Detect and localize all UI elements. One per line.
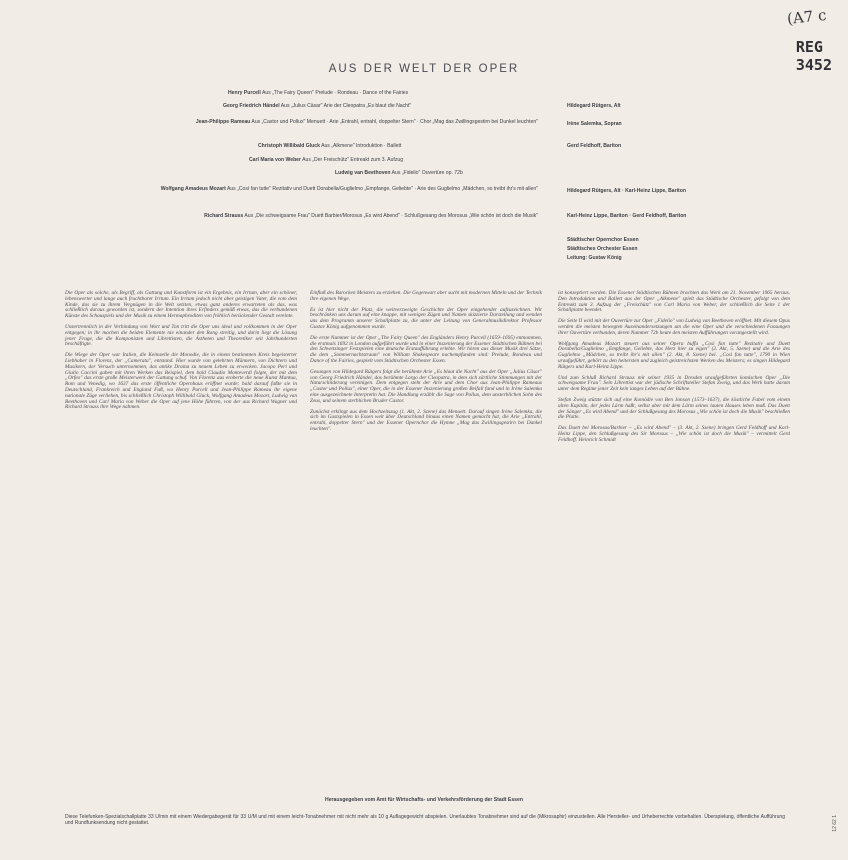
publisher-line: Herausgegeben vom Amt für Wirtschafts- und Verkehrsförderung der Stadt Essen xyxy=(325,797,523,803)
program-work: Aus „Julius Cäsar" Arie der Cleopatra „Es blaut die Nacht" xyxy=(280,103,412,109)
program-composer: Georg Friedrich Händel xyxy=(223,103,280,109)
program-composer: Richard Strauss xyxy=(204,213,244,219)
playback-note: Diese Telefunken-Spezialschallplatte 33 U/min mit einem Wiedergabegerät für 33 U/M und mit einem leicht-Tonabnehmer mit nicht mehr als 10 g Auflagegewicht abspielen. Unerlaubtes Tonabnehmer sind auf die (Mikrosaphir) einzustellen. Alle Hersteller- und Urheberrechte vorbehalten. Überspielung, öffentliche Aufführung und Rundfunksendung nicht gestattet. xyxy=(65,814,785,826)
program-composer: Jean-Philippe Rameau xyxy=(195,119,251,125)
program-work: Aus „Così fan tutte" Rezitativ und Duett Dorabella/Guglielmo „Empfange, Geliebte" · Arie des Guglielmo „Mädchen, so treibt ihr's mit allen" xyxy=(226,186,538,192)
ensemble-orchestra: Städtisches Orchester Essen xyxy=(567,246,638,252)
program-item xyxy=(82,186,538,192)
program-item xyxy=(118,213,538,219)
paragraph: Unzertrennlich in der Verbindung von Wort und Ton tritt die Oper uns ideal und vollkommen in der Oper entgegen; in ihr machen die beiden Elemente nie einander den Rang streitig, und darin liegt die Lösung jener Frage, die die Komponisten und Librettisten, die Ästheten und Theoretiker seit Jahrhunderten beschäftigte. xyxy=(65,323,297,348)
program-composer: Ludwig van Beethoven xyxy=(335,170,391,176)
paragraph: Einfluß des Barocken Meisters zu erziehen. Die Gegenwart aber sucht mit modernen Mitteln und der Technik ihre eigenen Wege. xyxy=(310,290,542,302)
paragraph: Stefan Zweig stützte sich auf eine Komödie von Ben Jonson (1573–1637), die köstliche Fabel vom einem alten Kapitän, der jedes Lärm haßt, selbst aber mit dem Lärm seines lauten Hauses leben muß. Das Duett der Sänger „Es wird Abend" und der Schlußgesang des Morosus „Wie schön ist doch die Musik" beschließen die Platte. xyxy=(558,396,790,421)
program-composer: Christoph Willibald Gluck xyxy=(258,143,320,149)
program-work: Aus „Fidelio" Ouvertüre op. 72b xyxy=(391,170,463,176)
side-code: 12 62 1 xyxy=(832,815,838,832)
program-performer: Karl-Heinz Lippe, Bariton · Gerd Feldhoff, Bariton xyxy=(567,213,687,219)
paragraph: Die Wiege der Oper war Italien, die Keimzelle die Monodie, die in einem bestimmten Kreis begeisterter Liebhaber in Florenz, der „Camerata", entstand. Hier wurde von gelehrten Männern, von Dichtern und Musikern, der Versuch unternommen, das antike Drama zu neuem Leben zu erwecken. Jacopo Peri und Giulio Caccini gaben mit ihren Werken das Beispiel, dem bald Claudio Monteverdi folgte, der mit dem „Orfeo" das erste große Meisterwerk der Gattung schuf. Von Florenz aus eroberte die neue Kunst Mantua, Rom und Venedig, wo 1637 das erste öffentliche Opernhaus eröffnet wurde; bald darauf faßte sie in Deutschland, Frankreich und England Fuß, wo Henry Purcell und Jean-Philippe Rameau ihr eigene nationale Züge verliehen, bis schließlich Christoph Willibald Gluck, Wolfgang Amadeus Mozart, Ludwig van Beethoven und Carl Maria von Weber die Oper auf jene Höhe führten, von der aus Richard Wagner und Richard Strauss ihre Wege nahmen. xyxy=(65,352,297,411)
program-performer: Gerd Feldhoff, Bariton xyxy=(567,143,622,149)
paragraph: Die erste Nummer ist der Oper „The Fairy Queen" des Engländers Henry Purcell (1659–1695) entnommen, die erstmals 1692 in London aufgeführt wurde und in einer Inszenierung der Essener Städtischen Bühnen bei den Schwetzinger Festspielen eine deutsche Erstaufführung erlebte. Wir hören aus dieser Musik drei Sätze, die dem „Sommernachtstraum" von William Shakespeare nachempfunden sind: Prelude, Rondeau und Dance of the Fairies, gespielt vom Städtischen Orchester Essen. xyxy=(310,334,542,364)
paragraph: Das Duett bei Morosus/Barbier – „Es wird Abend" – (3. Akt, 2. Szene) bringen Gerd Feldhoff und Karl-Heinz Lippe, den Schlußgesang des Sir Morosus – „Wie schön ist doch die Musik" – vermittelt Gerd Feldhoff. Heinrich Schmidt xyxy=(558,425,790,443)
program-work: Aus „Castor und Pollux" Menuett · Arie „Entrahl, entrahl, doppelter Stern" · Chor „Mag das Zwillingsgestirn bei Dunkel leuchten" xyxy=(251,119,538,125)
liner-notes-column-1 xyxy=(65,291,297,416)
paragraph: Die Oper als solche, als Begriff, als Gattung und Kunstform ist ein Ergebnis, ein Irrtum, aber ein schöner, lebenswerter und lange auch fruchtbarer Irrtum. Ein Irrtum jedoch nicht aber geistigen Vater, die vom dem Kinde, das sie zu ihrem Vergnügen in die Welt setzten, etwas ganz anderes erwarteten als das, was schließlich daraus geworden ist, sondern der Intention ihres Erfinders gemäß etwas, das die verbundenen Künste des Schauspiels und der Musik zu einem Hermaphroditen von fröhlich berückender Gestalt vereinte. xyxy=(65,290,297,320)
program-work: Aus „The Fairy Queen" Prelude · Rondeau · Dance of the Fairies xyxy=(261,90,409,96)
catalog-prefix: REG xyxy=(795,38,823,56)
program-work: Aus „Der Freischütz" Entreakt zum 3. Aufzug xyxy=(302,157,404,163)
program-item xyxy=(223,103,411,109)
program-work: Aus „Die schweigsame Frau" Duett Barbier/Morosus „Es wird Abend" · Schlußgesang des Morosus „Wie schön ist doch die Musik" xyxy=(244,213,538,219)
paragraph: ist konzeptiert worden. Die Essener Städtischen Bühnen brachten das Werk am 21. November 1965 heraus. Den Introduktion und Ballett aus der Oper „Alkmene" spielt das Städtische Orchester, gefolgt von dem Entreakt zum 3. Aufzug der „Freischütz" von Carl Maria von Weber, der schließlich die Seite 1 der Schallplatte beendet. xyxy=(558,290,790,314)
program-composer: Wolfgang Amadeus Mozart xyxy=(160,186,226,192)
paragraph: Wolfgang Amadeus Mozart steuert aus seiner Opera buffa „Così fan tutte" Rezitativ und Duett Dorabella/Guglielmo „Empfange, Geliebte, das Herz hier zu eigen" (2. Akt, 5. Szene) und die Arie des Guglielmo „Mädchen, so treibt ihr's mit allen" (2. Akt, 8. Szene) bei. „Così fan tutte", 1790 in Wien uraufgeführt, gehört zu den heitersten und zugleich geistreichsten Werken des Meisters; es singen Hildegard Rütgers und Karl-Heinz Lippe. xyxy=(558,340,790,370)
paragraph: Zunächst erklingt aus dem Hochzeitszug (1. Akt, 2. Szene) das Menuett. Darauf singen Irène Salemka, die sich im Gastspielen in Essen weit über Deutschland hinaus einen Namen gemacht hat, die Arie „Entrahl, entrahl, doppelter Stern" und der Essener Opernchor die Hymne „Mag das Zwillingsgestirn bei Dunkel leuchten". xyxy=(310,408,542,432)
page-title: AUS DER WELT DER OPER xyxy=(328,63,520,75)
program-performer: Hildegard Rütgers, Alt · Karl-Heinz Lippe, Bariton xyxy=(567,188,686,194)
program-performer: Hildegard Rütgers, Alt xyxy=(567,103,621,109)
program-work: Aus „Alkmene" Introduktion · Ballett xyxy=(321,143,402,149)
program-item xyxy=(228,90,408,96)
handwritten-mark: (A7 c xyxy=(785,5,827,29)
ensemble-choir: Städtischer Opernchor Essen xyxy=(567,237,639,243)
paragraph: Es ist hier nicht der Platz, die weitverzweigte Geschichte der Oper eingehender aufzuzeichnen. Wir beschränken uns darum auf eine knappe, mit wenigen Zügen und Namen skizzierte Darstellung und wenden uns dem Programm unserer Schallplatte zu, die unter der Leitung von Generalmusikdirektor Professor Gustav König aufgenommen wurde. xyxy=(310,306,542,330)
program-composer: Henry Purcell xyxy=(228,90,261,96)
program-item xyxy=(249,157,403,163)
program-item xyxy=(98,119,538,125)
paragraph: Gesungen von Hildegard Rütgers folgt die berühmte Arie „Es blaut die Nacht" aus der Oper „Julius Cäsar" von Georg Friedrich Händel, das berühmte Largo der Cleopatra, in dem sich zärtliche Stimmungen mit der Naturschilderung vereinigen. Dem entgegen steht der Arie und dem Chor aus Jean-Philippe Rameaus „Castor und Pollux", einer Oper, die in der Essener Inszenierung großen Beifall fand und in Irène Salemka eine ausgezeichnete Interpretin hat. Die Handlung erzählt die Sage von Pollux, dem unsterblichen Sohn des Zeus, und seinem sterblichen Bruder Castor. xyxy=(310,368,542,404)
ensemble-conductor: Leitung: Gustav König xyxy=(567,255,622,261)
liner-notes-column-2 xyxy=(310,291,542,438)
paragraph: Und zum Schluß Richard Strauss mit seiner 1935 in Dresden uraufgeführten komischen Oper „Die schweigsame Frau". Sein Librettist war der jüdische Schriftsteller Stefan Zweig, und das Werk hatte darum unter dem Regime jener Zeit kein langes Leben auf der Bühne. xyxy=(558,374,790,393)
program-item xyxy=(258,143,401,149)
paragraph: Die Seite II wird mit der Ouvertüre zur Oper „Fidelio" von Ludwig van Beethoven eröffnet. Mit diesem Opus werden die meisten bewegten Auseinandersetzungen um die eine Oper und die verschiedenen Fassungen ihrer Ouvertüre verbunden, deren Nummer 72b heute den meisten Aufführungen vorangestellt wird. xyxy=(558,318,790,336)
catalog-number: 3452 xyxy=(795,56,832,74)
program-performer: Irène Salemka, Sopran xyxy=(567,121,622,127)
liner-notes-column-3 xyxy=(558,291,790,449)
program-item xyxy=(335,170,463,176)
program-composer: Carl Maria von Weber xyxy=(249,157,301,163)
